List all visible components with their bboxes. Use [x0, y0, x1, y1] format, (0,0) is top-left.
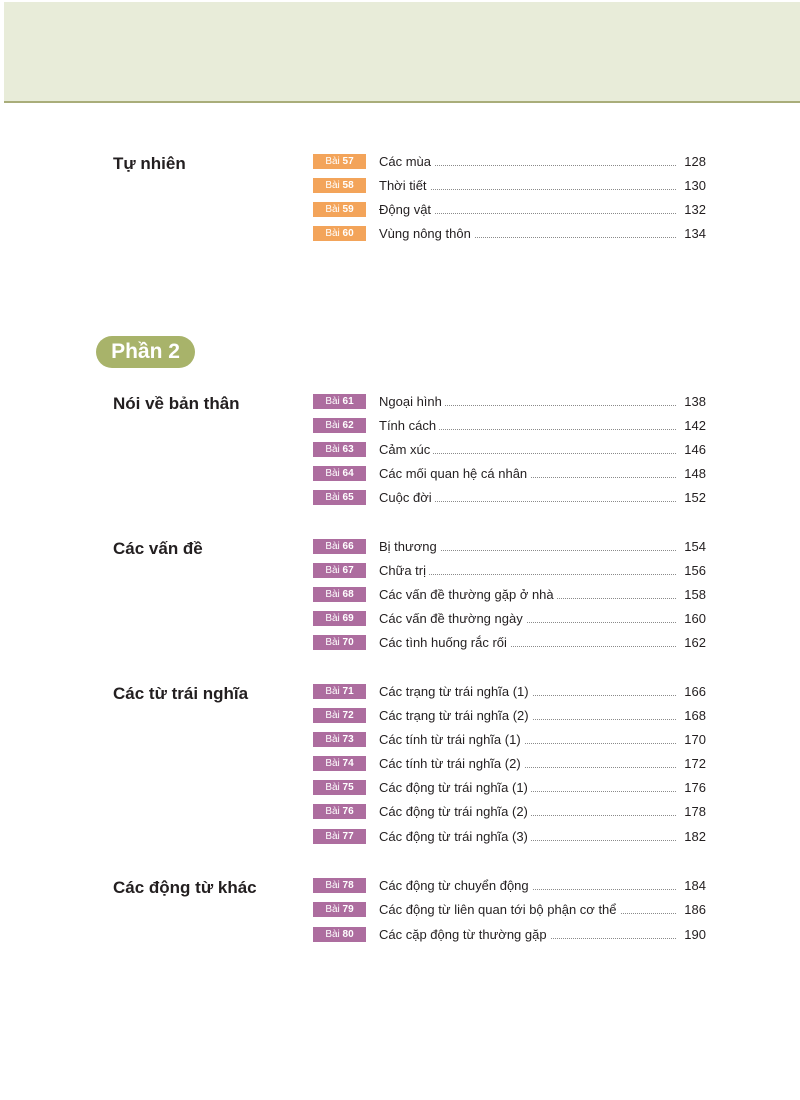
lesson-badge-prefix: Bài [325, 541, 340, 552]
section-title: Các từ trái nghĩa [113, 684, 249, 703]
lesson-title[interactable]: Ngoại hình [379, 393, 445, 410]
lesson-badge [313, 394, 366, 409]
lesson-badge-prefix: Bài [325, 492, 340, 503]
lesson-row[interactable] [313, 225, 706, 243]
lesson-row[interactable] [313, 731, 706, 749]
lesson-title[interactable]: Chữa trị [379, 562, 429, 579]
lesson-badge-prefix: Bài [325, 204, 340, 215]
lesson-number: 80 [342, 929, 354, 940]
lesson-badge [313, 587, 366, 602]
page-number: 142 [684, 418, 706, 433]
lesson-title[interactable]: Các động từ liên quan tới bộ phận cơ thể [379, 901, 620, 918]
lesson-badge-prefix: Bài [325, 904, 340, 915]
lesson-badge [313, 804, 366, 819]
page-number: 178 [684, 804, 706, 819]
lesson-title[interactable]: Các mối quan hệ cá nhân [379, 465, 530, 482]
page-number: 168 [684, 708, 706, 723]
lesson-row[interactable] [313, 755, 706, 773]
lesson-row[interactable] [313, 441, 706, 459]
page-number: 146 [684, 442, 706, 457]
page-number: 128 [684, 154, 706, 169]
lesson-title[interactable]: Các trạng từ trái nghĩa (2) [379, 707, 532, 724]
section-title: Các vấn đề [113, 539, 203, 558]
lesson-number: 70 [342, 637, 354, 648]
page-number: 130 [684, 178, 706, 193]
lesson-row[interactable] [313, 538, 706, 556]
page-number: 158 [684, 587, 706, 602]
lesson-badge-prefix: Bài [325, 468, 340, 479]
lesson-row[interactable] [313, 707, 706, 725]
lesson-badge-prefix: Bài [325, 396, 340, 407]
page-number: 182 [684, 829, 706, 844]
page-number: 172 [684, 756, 706, 771]
lesson-badge-prefix: Bài [325, 180, 340, 191]
lesson-title[interactable]: Bị thương [379, 538, 440, 555]
lesson-badge [313, 154, 366, 169]
lesson-row[interactable] [313, 901, 706, 919]
lesson-badge-prefix: Bài [325, 831, 340, 842]
lesson-badge [313, 756, 366, 771]
page-number: 156 [684, 563, 706, 578]
lesson-badge [313, 611, 366, 626]
lesson-title[interactable]: Tính cách [379, 417, 439, 434]
lesson-title[interactable]: Cuộc đời [379, 489, 435, 506]
lesson-number: 75 [342, 782, 354, 793]
lesson-badge-prefix: Bài [325, 710, 340, 721]
lesson-number: 66 [342, 541, 354, 552]
lesson-title[interactable]: Các tính từ trái nghĩa (2) [379, 755, 524, 772]
lesson-badge [313, 466, 366, 481]
lesson-number: 62 [342, 420, 354, 431]
lesson-number: 69 [342, 613, 354, 624]
lesson-badge-prefix: Bài [325, 734, 340, 745]
lesson-number: 59 [342, 204, 354, 215]
lesson-title[interactable]: Cảm xúc [379, 441, 433, 458]
lesson-row[interactable] [313, 153, 706, 171]
lesson-number: 60 [342, 228, 354, 239]
page-number: 148 [684, 466, 706, 481]
lesson-badge-prefix: Bài [325, 228, 340, 239]
lesson-title[interactable]: Động vật [379, 201, 434, 218]
lesson-title[interactable]: Các tình huống rắc rối [379, 634, 510, 651]
lesson-badge [313, 442, 366, 457]
lesson-title[interactable]: Các cặp động từ thường gặp [379, 926, 550, 943]
lesson-number: 63 [342, 444, 354, 455]
lesson-badge-prefix: Bài [325, 613, 340, 624]
lesson-badge-prefix: Bài [325, 686, 340, 697]
lesson-row[interactable] [313, 177, 706, 195]
lesson-badge-prefix: Bài [325, 637, 340, 648]
lesson-number: 68 [342, 589, 354, 600]
lesson-badge [313, 563, 366, 578]
lesson-row[interactable] [313, 877, 706, 895]
lesson-row[interactable] [313, 393, 706, 411]
page-number: 170 [684, 732, 706, 747]
lesson-badge [313, 878, 366, 893]
lesson-row[interactable] [313, 926, 706, 944]
lesson-row[interactable] [313, 779, 706, 797]
lesson-badge-prefix: Bài [325, 880, 340, 891]
lesson-row[interactable] [313, 828, 706, 846]
lesson-number: 61 [342, 396, 354, 407]
lesson-number: 65 [342, 492, 354, 503]
lesson-badge [313, 178, 366, 193]
part-label: Phần 2 [96, 336, 195, 368]
lesson-row[interactable] [313, 562, 706, 580]
lesson-badge [313, 635, 366, 650]
lesson-title[interactable]: Vùng nông thôn [379, 225, 474, 242]
lesson-badge-prefix: Bài [325, 806, 340, 817]
lesson-badge [313, 202, 366, 217]
lesson-badge [313, 684, 366, 699]
lesson-title[interactable]: Các tính từ trái nghĩa (1) [379, 731, 524, 748]
lesson-badge [313, 902, 366, 917]
section-title: Nói về bản thân [113, 394, 240, 413]
lesson-title[interactable]: Các động từ trái nghĩa (1) [379, 779, 531, 796]
lesson-row[interactable] [313, 465, 706, 483]
lesson-badge-prefix: Bài [325, 156, 340, 167]
page-number: 190 [684, 927, 706, 942]
page-number: 176 [684, 780, 706, 795]
lesson-number: 64 [342, 468, 354, 479]
lesson-title[interactable]: Các vấn đề thường gặp ở nhà [379, 586, 557, 603]
section-title: Các động từ khác [113, 878, 257, 897]
page-number: 152 [684, 490, 706, 505]
lesson-number: 77 [342, 831, 354, 842]
lesson-badge-prefix: Bài [325, 444, 340, 455]
lesson-number: 71 [342, 686, 354, 697]
lesson-row[interactable] [313, 683, 706, 701]
lesson-title[interactable]: Các vấn đề thường ngày [379, 610, 526, 627]
lesson-row[interactable] [313, 634, 706, 652]
lesson-badge [313, 490, 366, 505]
lesson-number: 78 [342, 880, 354, 891]
lesson-title[interactable]: Thời tiết [379, 177, 430, 194]
lesson-badge [313, 780, 366, 795]
page-number: 134 [684, 226, 706, 241]
lesson-badge-prefix: Bài [325, 929, 340, 940]
lesson-badge [313, 539, 366, 554]
lesson-badge [313, 226, 366, 241]
lesson-row[interactable] [313, 201, 706, 219]
lesson-number: 73 [342, 734, 354, 745]
lesson-badge-prefix: Bài [325, 589, 340, 600]
page-number: 186 [684, 902, 706, 917]
lesson-badge [313, 418, 366, 433]
lesson-title[interactable]: Các động từ trái nghĩa (2) [379, 803, 531, 820]
lesson-badge-prefix: Bài [325, 420, 340, 431]
page-number: 166 [684, 684, 706, 699]
section-title: Tự nhiên [113, 154, 186, 173]
lesson-row[interactable] [313, 586, 706, 604]
lesson-title[interactable]: Các động từ trái nghĩa (3) [379, 828, 531, 845]
page-number: 138 [684, 394, 706, 409]
page-number: 162 [684, 635, 706, 650]
header-band [4, 2, 800, 103]
lesson-number: 67 [342, 565, 354, 576]
lesson-badge [313, 927, 366, 942]
lesson-number: 58 [342, 180, 354, 191]
lesson-badge [313, 708, 366, 723]
lesson-number: 74 [342, 758, 354, 769]
lesson-badge-prefix: Bài [325, 758, 340, 769]
lesson-title[interactable]: Các mùa [379, 153, 434, 170]
lesson-row[interactable] [313, 610, 706, 628]
lesson-badge [313, 829, 366, 844]
page-number: 184 [684, 878, 706, 893]
page-number: 154 [684, 539, 706, 554]
lesson-number: 72 [342, 710, 354, 721]
lesson-row[interactable] [313, 417, 706, 435]
lesson-row[interactable] [313, 489, 706, 507]
lesson-badge-prefix: Bài [325, 782, 340, 793]
lesson-title[interactable]: Các trạng từ trái nghĩa (1) [379, 683, 532, 700]
lesson-number: 57 [342, 156, 354, 167]
lesson-title[interactable]: Các động từ chuyển động [379, 877, 532, 894]
lesson-badge [313, 732, 366, 747]
lesson-number: 76 [342, 806, 354, 817]
lesson-row[interactable] [313, 803, 706, 821]
lesson-number: 79 [342, 904, 354, 915]
page-number: 132 [684, 202, 706, 217]
lesson-badge-prefix: Bài [325, 565, 340, 576]
page-number: 160 [684, 611, 706, 626]
